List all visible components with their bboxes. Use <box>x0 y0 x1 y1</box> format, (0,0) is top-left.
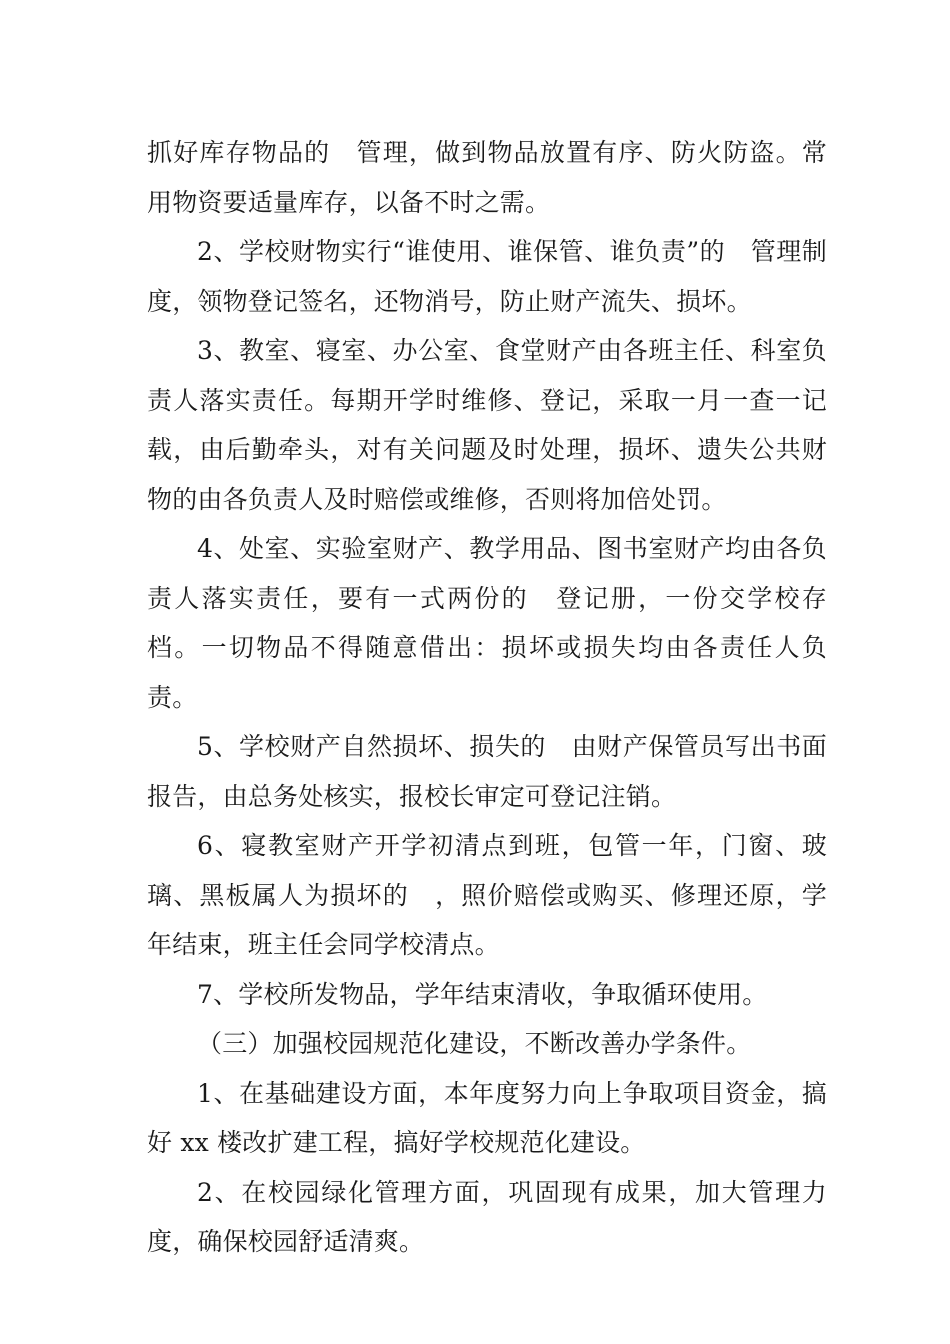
document-body <box>147 128 827 1267</box>
paragraph-section3-item-1: 1、在基础建设方面，本年度努力向上争取项目资金，搞好 xx 楼改扩建工程，搞好学校规范化建设。 <box>147 1078 827 1157</box>
paragraph-item-5: 5、学校财产自然损坏、损失的 由财产保管员写出书面报告，由总务处核实，报校长审定可登记注销。 <box>147 732 827 811</box>
paragraph-section3-item-2: 2、在校园绿化管理方面，巩固现有成果，加大管理力度，确保校园舒适清爽。 <box>147 1177 827 1256</box>
paragraph-item-4: 4、处室、实验室财产、教学用品、图书室财产均由各负责人落实责任，要有一式两份的 登记册，一份交学校存档。一切物品不得随意借出：损坏或损失均由各责任人负责。 <box>147 534 827 712</box>
section-heading-3: （三）加强校园规范化建设，不断改善办学条件。 <box>197 1029 752 1058</box>
paragraph-continued: 抓好库存物品的 管理，做到物品放置有序、防火防盗。常用物资要适量库存，以备不时之需。 <box>147 138 827 217</box>
paragraph-item-6: 6、寝教室财产开学初清点到班，包管一年，门窗、玻璃、黑板属人为损坏的 ，照价赔偿或购买、修理还原，学年结束，班主任会同学校清点。 <box>147 831 827 959</box>
paragraph-item-2: 2、学校财物实行“谁使用、谁保管、谁负责”的 管理制度，领物登记签名，还物消号，防止财产流失、损坏。 <box>147 237 827 316</box>
paragraph-item-7: 7、学校所发物品，学年结束清收，争取循环使用。 <box>197 979 768 1009</box>
paragraph-item-3: 3、教室、寝室、办公室、食堂财产由各班主任、科室负责人落实责任。每期开学时维修、登记，采取一月一查一记载，由后勤牵头，对有关问题及时处理，损坏、遗失公共财物的由各负责人及时赔偿或维修，否则将加倍处罚。 <box>147 336 827 514</box>
